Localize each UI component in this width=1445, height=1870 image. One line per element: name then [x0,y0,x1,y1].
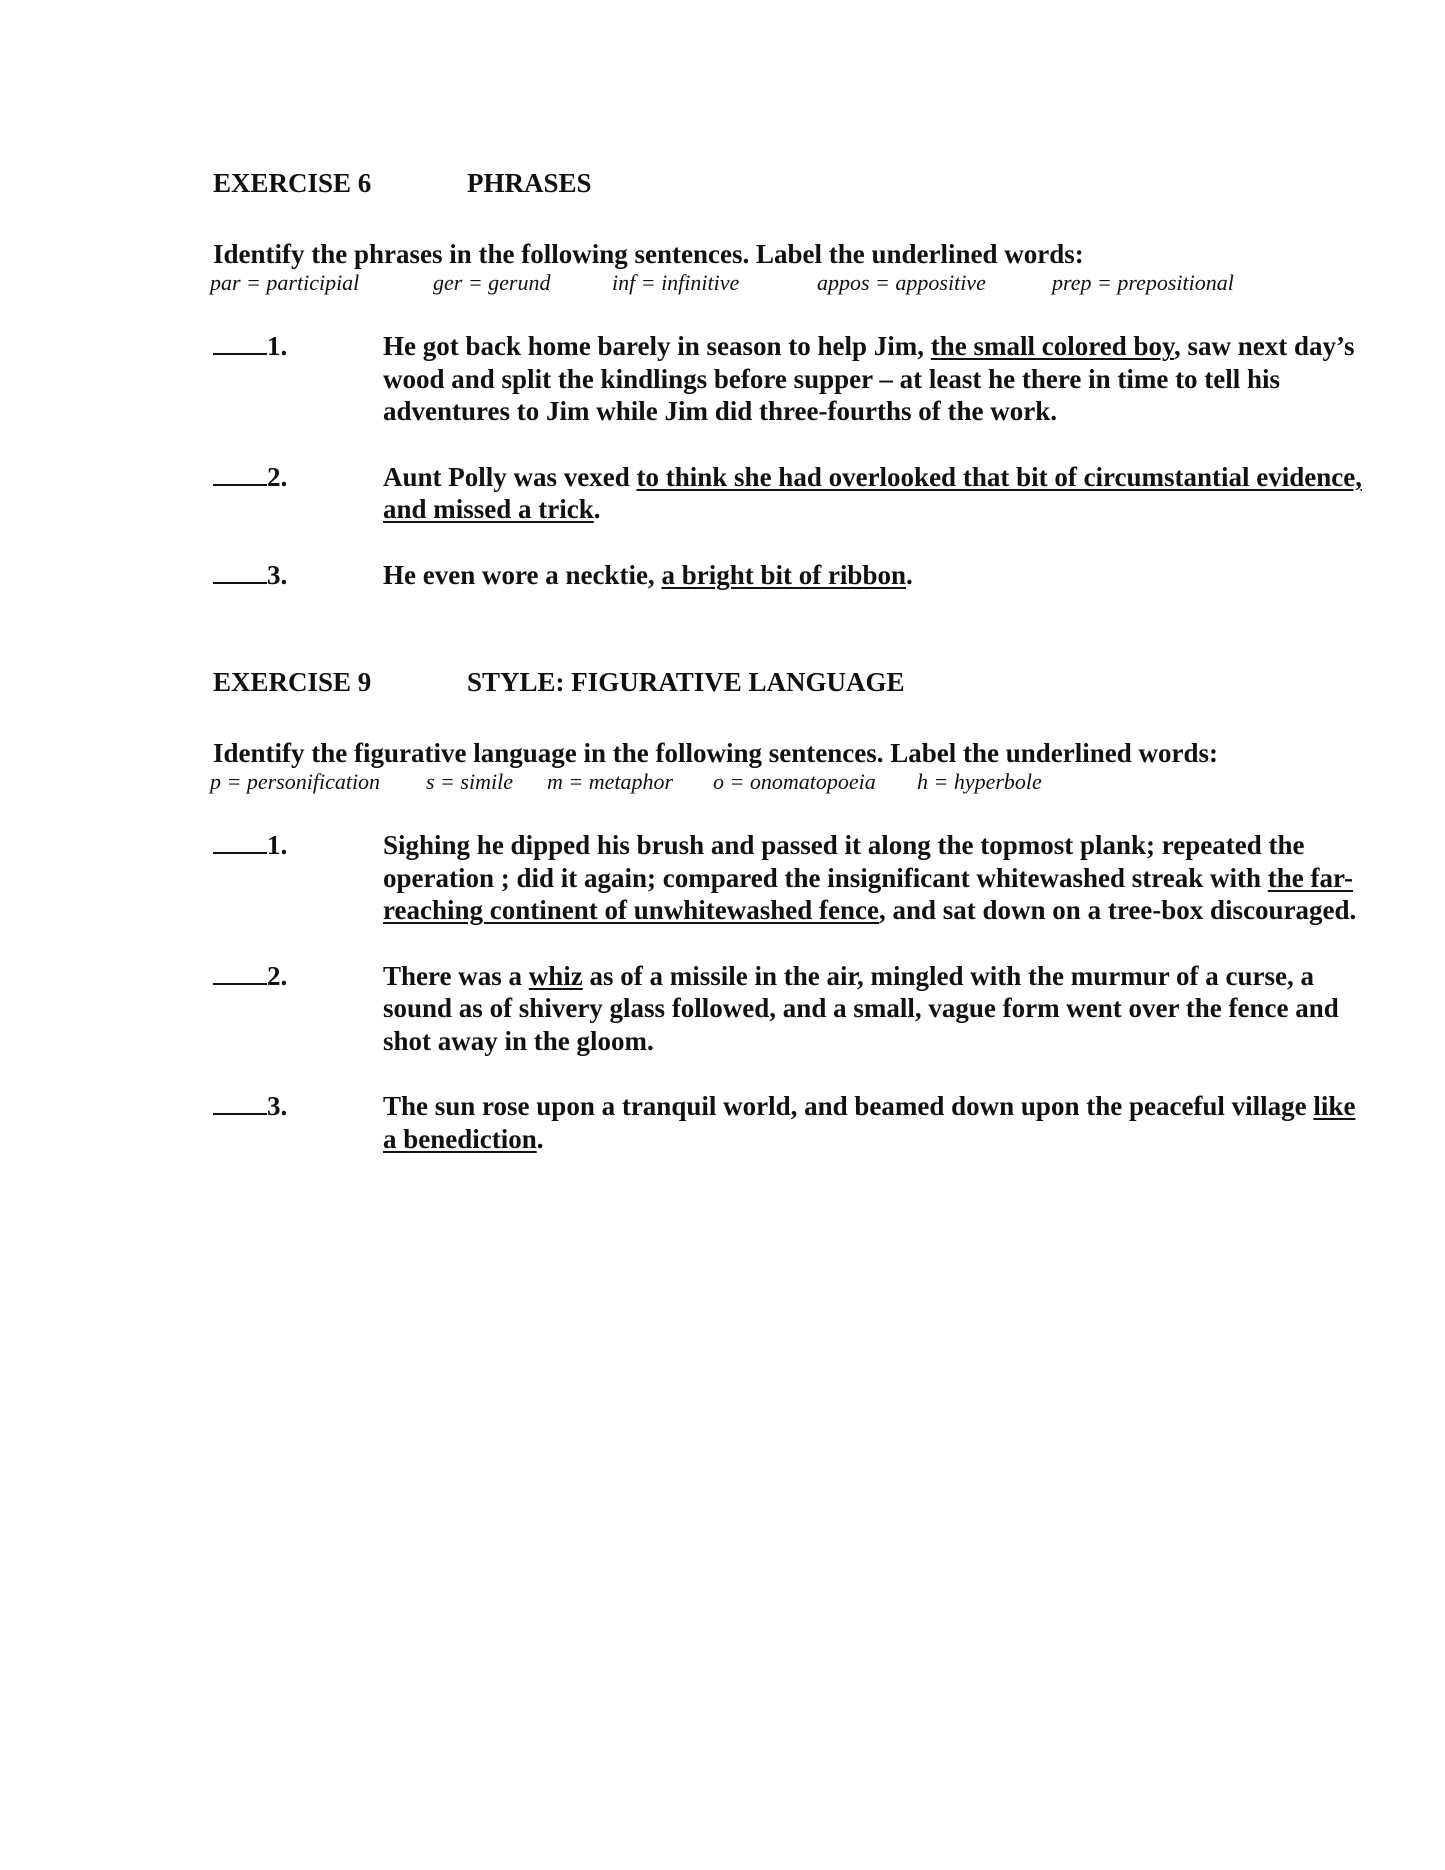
underlined-phrase: a bright bit of ribbon [661,559,906,590]
item-number: 3. [267,559,288,590]
item-sentence: The sun rose upon a tranquil world, and beamed down upon the peaceful village like a benediction. [383,1091,1356,1154]
exercise-item [213,559,1363,592]
item-number: 1. [267,830,288,860]
exercise-6-heading [213,168,1363,208]
exercise-9-heading [213,667,1363,707]
exercise-9-section [210,667,1363,1188]
legend-item: inf = infinitive [612,270,740,295]
exercise-9-instructions: Identify the figurative language in the following sentences. Label the underlined words: [213,738,1219,768]
exercise-9-items [213,829,1363,1155]
exercise-item [213,829,1363,927]
answer-line[interactable] [213,960,287,993]
legend-item: h = hyperbole [917,769,1042,794]
item-number: 1. [267,331,288,361]
underlined-phrase: whiz [528,960,583,991]
item-sentence: There was a whiz as of a missile in the air, mingled with the murmur of a curse, a sound as of shivery glass followed, and a small, vague form went over the fence and shot away in the gloom. [383,960,1339,1056]
answer-line[interactable] [213,559,287,592]
exercise-item [213,461,1363,526]
item-sentence: He even wore a necktie, a bright bit of ribbon. [383,559,913,590]
legend-item: par = participial [210,270,360,295]
item-number: 2. [267,461,288,492]
exercise-6-legend [210,270,1363,296]
legend-item: prep = prepositional [1052,270,1234,295]
legend-item: s = simile [426,769,513,794]
answer-line[interactable] [213,829,287,862]
legend-item: p = personification [210,769,381,794]
exercise-9-legend [210,769,1363,795]
exercise-item [213,960,1363,1058]
exercise-item [213,1090,1363,1155]
underlined-phrase: the small colored boy [930,331,1175,361]
item-sentence: Aunt Polly was vexed to think she had overlooked that bit of circumstantial evidence, and missed a trick. [383,461,1363,524]
item-sentence: He got back home barely in season to help Jim, the small colored boy, saw next day’s wood and split the kindlings before supper – at least he there in time to tell his adventures to Jim while Jim did three-fourths of the work. [383,331,1355,426]
underlined-phrase: like a benediction [383,1091,1356,1154]
exercise-6-section [210,168,1363,624]
exercise-item [213,330,1363,428]
exercise-9-title: STYLE: FIGURATIVE LANGUAGE [467,667,905,697]
exercise-9-number: EXERCISE 9 [213,667,372,697]
legend-item: m = metaphor [547,769,674,794]
item-sentence: Sighing he dipped his brush and passed it along the topmost plank; repeated the operation ; did it again; compared the insignificant whitewashed streak with the far-reaching continent of unwhitewashed fence, and sat down on a tree-box discouraged. [383,830,1357,925]
exercise-6-items [213,330,1363,591]
exercise-6-instructions: Identify the phrases in the following sentences. Label the underlined words: [213,239,1084,269]
exercise-6-title: PHRASES [467,168,592,198]
legend-item: appos = appositive [817,270,986,295]
legend-item: o = onomatopoeia [713,769,876,794]
legend-item: ger = gerund [433,270,551,295]
answer-line[interactable] [213,1090,287,1123]
item-number: 2. [267,960,288,991]
underlined-phrase: to think she had overlooked that bit of circumstantial evidence, and missed a trick [383,461,1363,524]
answer-line[interactable] [213,461,287,494]
underlined-phrase: the far-reaching continent of unwhitewashed fence [383,862,1354,925]
item-number: 3. [267,1091,288,1121]
exercise-6-number: EXERCISE 6 [213,168,372,198]
answer-line[interactable] [213,330,287,363]
